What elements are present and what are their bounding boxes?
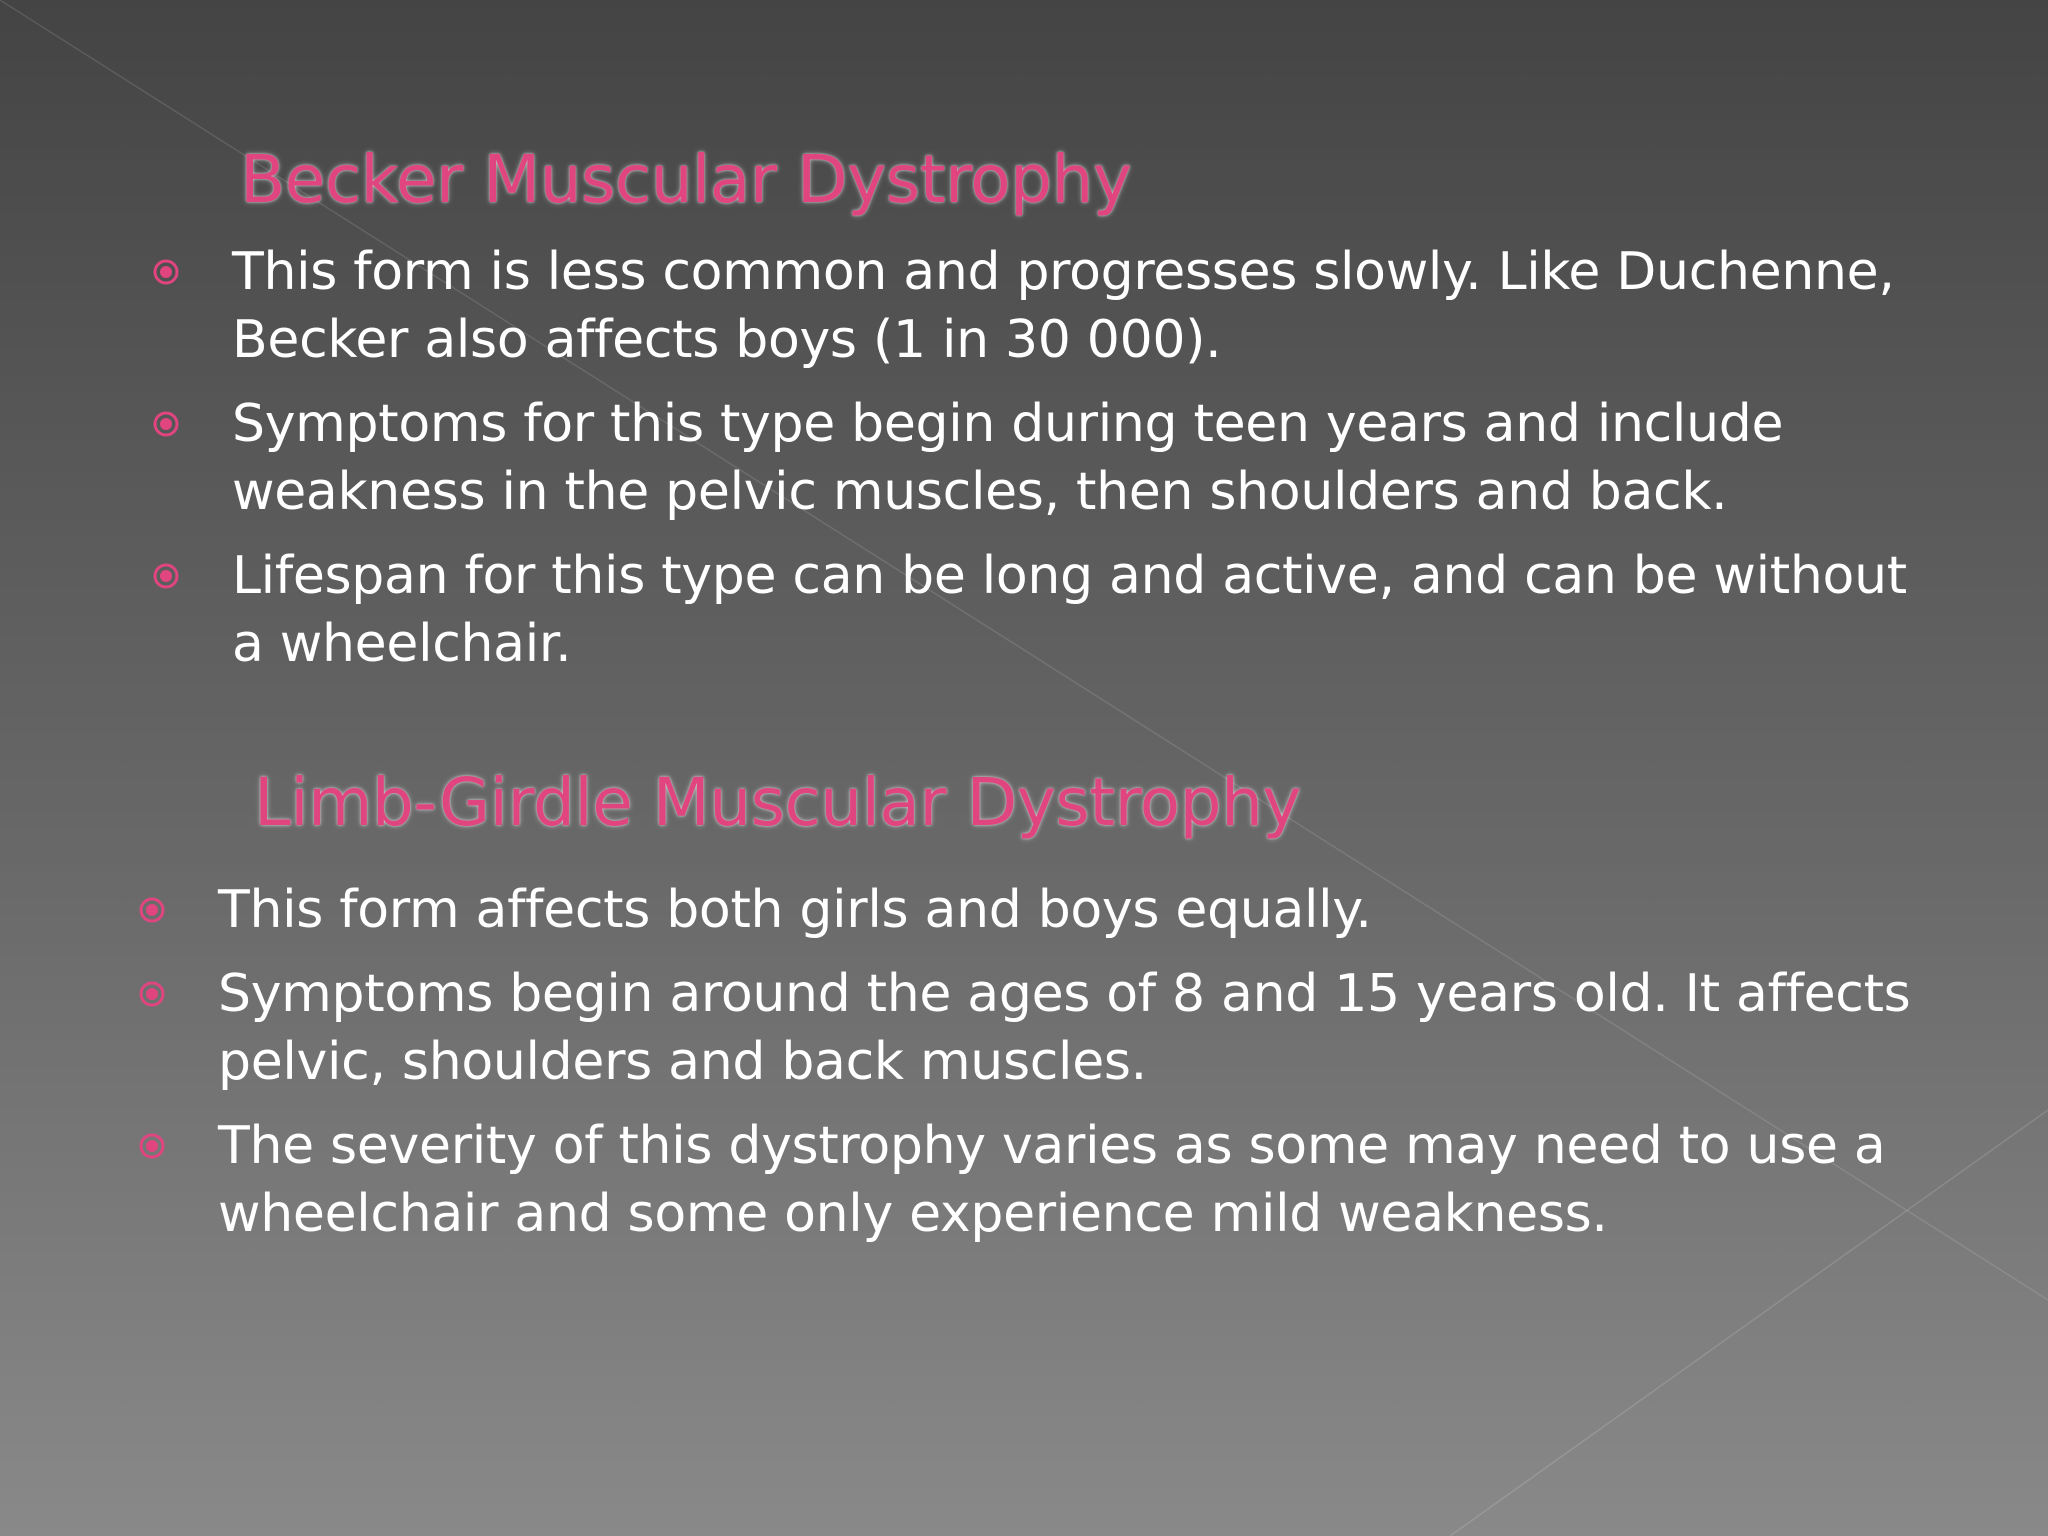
bullet-text: Lifespan for this type can be long and active, and can be without a wheelchair. <box>232 546 1907 674</box>
bullet-text: The severity of this dystrophy varies as some may need to use a wheelchair and some only experience mild weakness. <box>218 1116 1886 1244</box>
section-heading-limb-girdle: Limb-Girdle Muscular Dystrophy <box>254 764 1301 841</box>
list-item <box>148 390 1948 526</box>
circled-dot-bullet-icon <box>138 896 166 924</box>
limb-girdle-bullet-list <box>134 876 1934 1264</box>
becker-bullet-list <box>148 238 1948 694</box>
circled-dot-bullet-icon <box>152 562 180 590</box>
list-item <box>134 1112 1934 1248</box>
list-item <box>148 238 1948 374</box>
list-item <box>134 960 1934 1096</box>
list-item <box>148 542 1948 678</box>
bullet-text: Symptoms for this type begin during teen years and include weakness in the pelvic muscles, then shoulders and back. <box>232 394 1784 522</box>
circled-dot-bullet-icon <box>152 410 180 438</box>
bullet-text: Symptoms begin around the ages of 8 and 15 years old. It affects pelvic, shoulders and back muscles. <box>218 964 1911 1092</box>
circled-dot-bullet-icon <box>138 1132 166 1160</box>
circled-dot-bullet-icon <box>138 980 166 1008</box>
bullet-text: This form affects both girls and boys equally. <box>218 880 1372 940</box>
section-heading-becker: Becker Muscular Dystrophy <box>240 141 1132 218</box>
circled-dot-bullet-icon <box>152 258 180 286</box>
list-item <box>134 876 1934 944</box>
bullet-text: This form is less common and progresses slowly. Like Duchenne, Becker also affects boys (1 in 30 000). <box>232 242 1895 370</box>
